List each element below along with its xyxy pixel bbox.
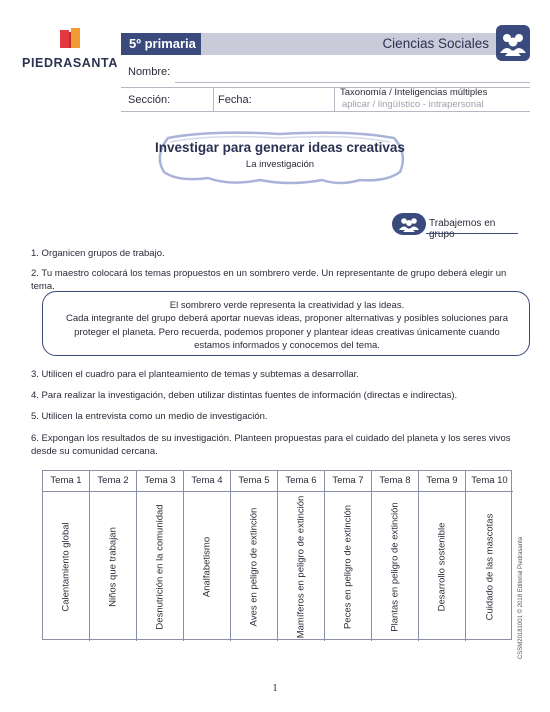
divider [213, 87, 214, 111]
topic-name: Plantas en peligro de extinción [389, 501, 401, 632]
instruction-item: 2. Tu maestro colocará los temas propuestos en un sombrero verde. Un representante de grupo deberá elegir un tema. [31, 268, 507, 292]
activity-title: Investigar para generar ideas creativas [155, 140, 405, 155]
note-line: estamos informados y conocemos del tema. [194, 339, 380, 351]
note-line: Cada integrante del grupo deberá aportar nuevas ideas, proponer alternativas y posibles soluciones para [65, 313, 509, 325]
topic-name: Calentamiento global [60, 521, 72, 612]
copyright-code: CSSM20181001 © 2018 Editorial Piedrasanta [518, 536, 524, 660]
activity-banner [150, 128, 410, 190]
topic-column [278, 471, 325, 641]
topic-column [137, 471, 184, 641]
activity-subtitle: La investigación [245, 159, 315, 170]
note-line: El sombrero verde representa la creatividad y las ideas. [169, 300, 405, 311]
topic-column [231, 471, 278, 641]
group-work-badge [392, 213, 520, 240]
topic-header: Tema 9 [419, 471, 465, 492]
name-field[interactable] [175, 82, 530, 83]
divider [426, 233, 518, 234]
book-logo-icon [60, 28, 82, 52]
subject-label: Ciencias Sociales [382, 36, 489, 51]
topic-name: Aves en peligro de extinción [248, 507, 260, 626]
taxonomy-detail: aplicar / lingüístico - intrapersonal [342, 99, 484, 110]
grade-label: 5º primaria [121, 33, 201, 55]
topic-header: Tema 8 [372, 471, 418, 492]
publisher-logo [18, 28, 122, 72]
topic-header: Tema 2 [90, 471, 136, 492]
topic-column [419, 471, 466, 641]
topic-name: Niños que trabajan [107, 526, 119, 607]
header-bar [121, 33, 497, 55]
topic-header: Tema 5 [231, 471, 277, 492]
topic-name: Desarrollo sostenible [436, 522, 448, 611]
topic-name: Peces en peligro de extinción [342, 504, 354, 629]
divider [334, 87, 335, 111]
date-label: Fecha: [218, 94, 252, 106]
topic-name: Desnutrición en la comunidad [154, 503, 166, 630]
note-line: proteger el planeta. Pero recuerda, podemos proponer y plantear ideas creativas únicamente cuando [74, 326, 500, 338]
topic-header: Tema 7 [325, 471, 371, 492]
divider [121, 111, 530, 112]
topic-name: Cuidado de las mascotas [484, 513, 495, 620]
section-label: Sección: [128, 94, 171, 106]
topic-name: Mamíferos en peligro de extinción [295, 495, 307, 638]
publisher-name: PIEDRASANTA [22, 56, 118, 70]
instruction-item: 6. Expongan los resultados de su investigación. Planteen propuestas para el cuidado del planeta y los seres vivos desde su comunidad cercana. [31, 433, 511, 457]
group-people-icon [392, 213, 426, 235]
group-people-icon [496, 25, 530, 61]
topic-header: Tema 1 [43, 471, 89, 492]
topic-column [372, 471, 419, 641]
taxonomy-title: Taxonomía / Inteligencias múltiples [340, 87, 488, 98]
topic-column [43, 471, 90, 641]
note-text [51, 299, 523, 352]
name-label: Nombre: [128, 66, 171, 78]
topic-column [325, 471, 372, 641]
topic-header: Tema 3 [137, 471, 183, 492]
group-work-label: Trabajemos en grupo [429, 218, 496, 240]
topic-name: Analfabetismo [201, 536, 213, 597]
instruction-item: 3. Utilicen el cuadro para el planteamiento de temas y subtemas a desarrollar. [31, 369, 359, 380]
note-box [42, 291, 530, 356]
instruction-item: 4. Para realizar la investigación, deben utilizar distintas fuentes de información (directas e indirectas). [31, 390, 458, 401]
instruction-item: 1. Organicen grupos de trabajo. [31, 248, 165, 259]
topic-header: Tema 4 [184, 471, 230, 492]
topic-header: Tema 10 [466, 471, 513, 492]
topics-table [42, 470, 512, 640]
instruction-item: 5. Utilicen la entrevista como un medio de investigación. [31, 411, 268, 422]
topic-column [184, 471, 231, 641]
page-number: 1 [272, 682, 278, 694]
topic-header: Tema 6 [278, 471, 324, 492]
topic-column [90, 471, 137, 641]
topic-column [466, 471, 513, 641]
